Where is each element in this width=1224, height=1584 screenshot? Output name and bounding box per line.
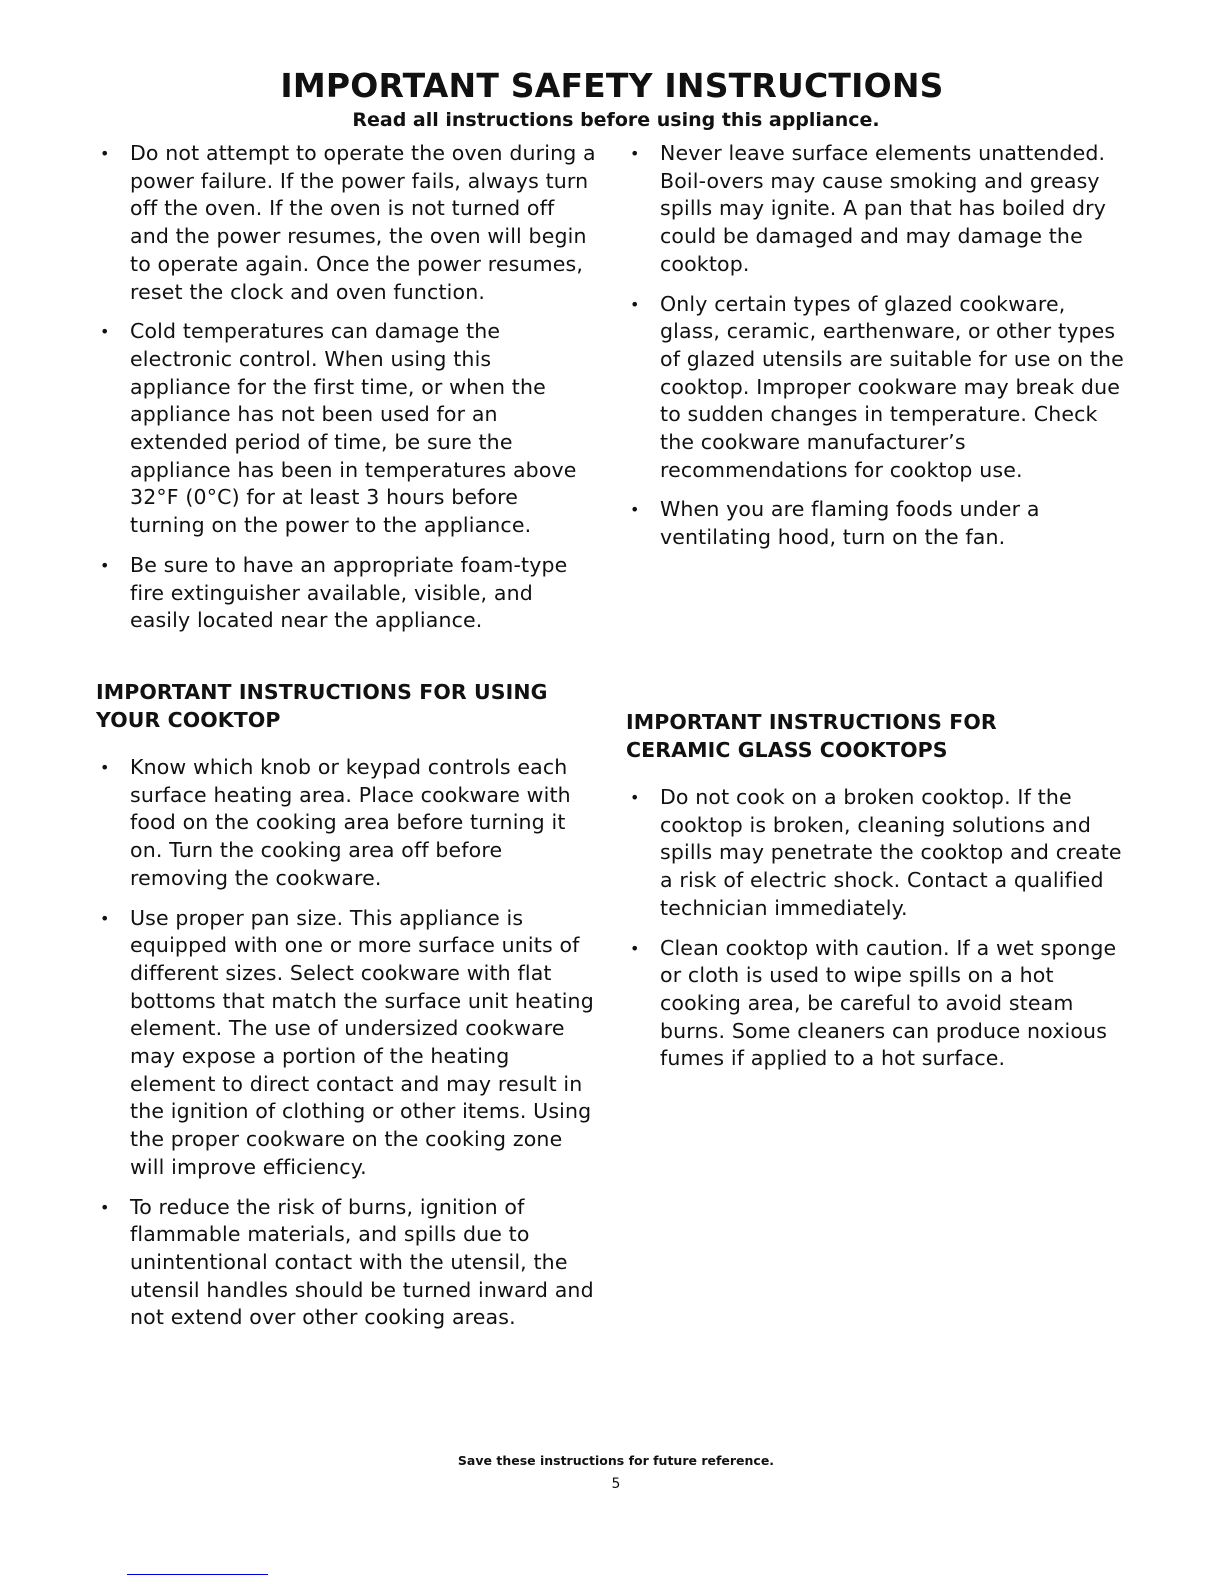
ceramic-instructions-list bbox=[626, 784, 1126, 1073]
heading-line-1: IMPORTANT INSTRUCTIONS FOR bbox=[626, 710, 997, 734]
general-safety-list-right bbox=[626, 140, 1126, 552]
list-item-text: To reduce the risk of burns, ignition of flammable materials, and spills due to unintentional contact with the utensil, the utensil handles should be turned inward and not extend over other cooking areas. bbox=[130, 1194, 594, 1330]
bullet-icon: • bbox=[100, 322, 110, 342]
bullet-icon: • bbox=[100, 758, 110, 777]
list-item-text: Do not attempt to operate the oven during a power failure. If the power fails, always turn off the oven. If the oven is not turned off and the power resumes, the oven will begin to operate again. Once the power resumes, reset the clock and oven function. bbox=[130, 141, 596, 304]
cooktop-section-heading bbox=[96, 678, 596, 734]
left-column bbox=[96, 140, 596, 647]
cooktop-instructions-list bbox=[96, 754, 596, 1332]
bullet-icon: • bbox=[630, 294, 640, 314]
list-item bbox=[96, 140, 596, 306]
bullet-icon: • bbox=[100, 1197, 110, 1217]
ceramic-section bbox=[626, 784, 1126, 1085]
heading-line-2: YOUR COOKTOP bbox=[96, 708, 281, 732]
list-item-text: Only certain types of glazed cookware, glass, ceramic, earthenware, or other types of glazed utensils are suitable for use on the cooktop. Improper cookware may break due to sudden changes in temperature. Check the cookware manufacturer’s recommendations for cooktop use. bbox=[660, 291, 1124, 482]
list-item-text: Never leave surface elements unattended. Boil-overs may cause smoking and greasy spills may ignite. A pan that has boiled dry could be damaged and may damage the cooktop. bbox=[660, 141, 1107, 276]
page-number: 5 bbox=[611, 1476, 621, 1492]
list-item-text: Use proper pan size. This appliance is equipped with one or more surface units of different sizes. Select cookware with flat bottoms that match the surface unit heating element. The use of undersized cookware may expose a portion of the heating element to direct contact and may result in the ignition of clothing or other items. Using the proper cookware on the cooking zone will improve efficiency. bbox=[130, 905, 594, 1179]
bullet-icon: • bbox=[630, 500, 640, 520]
list-item-text: Know which knob or keypad controls each surface heating area. Place cookware with food on the cooking area before turning it on. Turn the cooking area off before removing the cookware. bbox=[130, 755, 571, 890]
bullet-icon: • bbox=[100, 144, 110, 163]
general-safety-list-left bbox=[96, 140, 596, 635]
list-item bbox=[626, 291, 1126, 485]
list-item bbox=[626, 496, 1126, 551]
footer-note: Save these instructions for future reference. bbox=[457, 1453, 775, 1468]
list-item bbox=[626, 140, 1126, 279]
heading-line-2: CERAMIC GLASS COOKTOPS bbox=[626, 738, 948, 762]
list-item-text: Clean cooktop with caution. If a wet sponge or cloth is used to wipe spills on a hot cooking area, be careful to avoid steam burns. Some cleaners can produce noxious fumes if applied to a hot surface. bbox=[660, 935, 1117, 1071]
list-item bbox=[96, 1194, 596, 1333]
bullet-icon: • bbox=[100, 908, 110, 928]
list-item-text: Be sure to have an appropriate foam-type fire extinguisher available, visible, and easily located near the appliance. bbox=[130, 552, 568, 633]
list-item bbox=[626, 935, 1126, 1074]
bullet-icon: • bbox=[100, 555, 110, 575]
footer-rule bbox=[127, 1574, 268, 1575]
ceramic-section-heading bbox=[626, 708, 1126, 764]
page-subtitle: Read all instructions before using this appliance. bbox=[352, 109, 880, 131]
list-item bbox=[96, 318, 596, 540]
list-item-text: Do not cook on a broken cooktop. If the cooktop is broken, cleaning solutions and spills may penetrate the cooktop and create a risk of electric shock. Contact a qualified technician immediately. bbox=[660, 785, 1122, 920]
page-title: IMPORTANT SAFETY INSTRUCTIONS bbox=[280, 66, 944, 105]
list-item bbox=[626, 784, 1126, 923]
bullet-icon: • bbox=[630, 938, 640, 958]
list-item-text: When you are flaming foods under a ventilating hood, turn on the fan. bbox=[660, 497, 1040, 550]
list-item bbox=[96, 754, 596, 893]
list-item bbox=[96, 552, 596, 635]
cooktop-section bbox=[96, 754, 596, 1344]
heading-line-1: IMPORTANT INSTRUCTIONS FOR USING bbox=[96, 680, 548, 704]
right-column bbox=[626, 140, 1126, 564]
bullet-icon: • bbox=[630, 788, 640, 807]
list-item-text: Cold temperatures can damage the electronic control. When using this appliance for the first time, or when the appliance has not been used for an extended period of time, be sure the appliance has been in temperatures above 32°F (0°C) for at least 3 hours before turning on the power to the appliance. bbox=[130, 319, 577, 538]
list-item bbox=[96, 905, 596, 1182]
bullet-icon: • bbox=[630, 144, 640, 163]
